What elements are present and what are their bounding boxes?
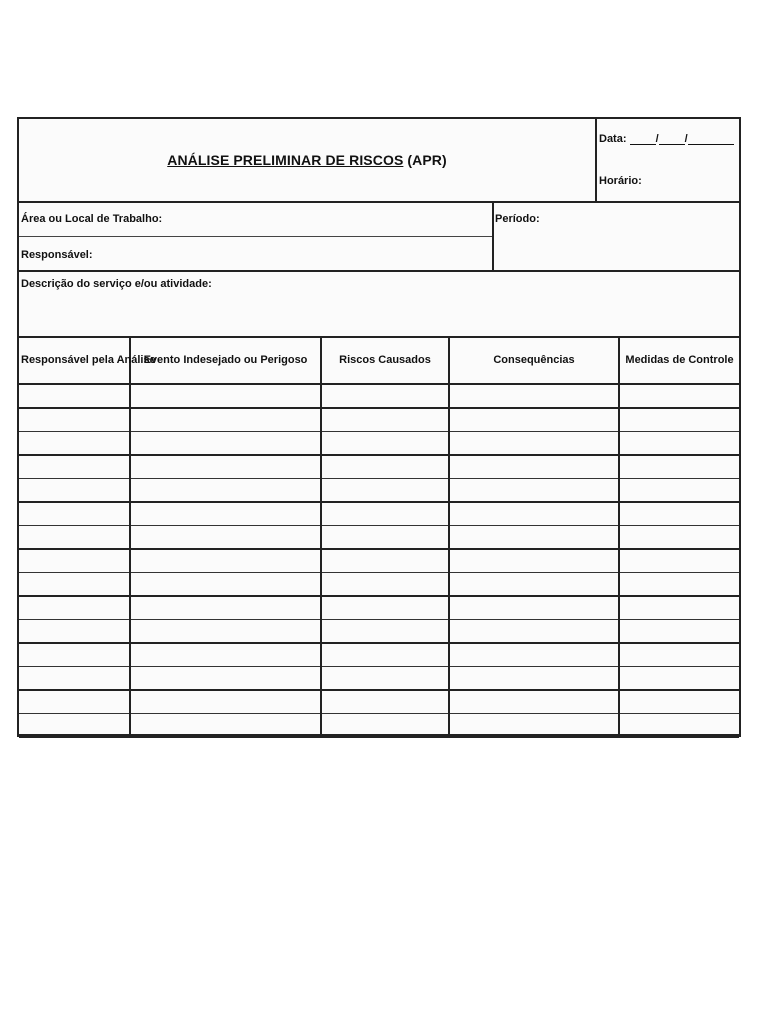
table-cell[interactable] <box>19 667 130 691</box>
table-cell[interactable] <box>449 620 619 644</box>
table-row <box>19 455 739 479</box>
table-cell[interactable] <box>619 620 739 644</box>
table-cell[interactable] <box>449 573 619 597</box>
table-cell[interactable] <box>449 479 619 503</box>
table-cell[interactable] <box>321 455 449 479</box>
table-cell[interactable] <box>321 384 449 408</box>
table-cell[interactable] <box>449 549 619 573</box>
table-cell[interactable] <box>19 643 130 667</box>
table-cell[interactable] <box>130 408 321 432</box>
table-cell[interactable] <box>619 479 739 503</box>
table-cell[interactable] <box>19 526 130 550</box>
period-divider <box>492 203 494 271</box>
table-row <box>19 596 739 620</box>
title-cell <box>19 119 597 201</box>
table-cell[interactable] <box>321 549 449 573</box>
table-row <box>19 620 739 644</box>
table-cell[interactable] <box>619 667 739 691</box>
table-cell[interactable] <box>321 408 449 432</box>
table-cell[interactable] <box>19 620 130 644</box>
table-row <box>19 667 739 691</box>
table-cell[interactable] <box>19 714 130 738</box>
title-main: ANÁLISE PRELIMINAR DE RISCOS <box>167 152 404 168</box>
table-row <box>19 479 739 503</box>
table-cell[interactable] <box>619 643 739 667</box>
table-row <box>19 408 739 432</box>
table-cell[interactable] <box>321 432 449 456</box>
table-cell[interactable] <box>321 667 449 691</box>
table-cell[interactable] <box>130 643 321 667</box>
apr-form <box>17 117 741 737</box>
table-cell[interactable] <box>19 432 130 456</box>
table-cell[interactable] <box>130 667 321 691</box>
table-cell[interactable] <box>130 432 321 456</box>
date-separator-2: / <box>684 133 688 145</box>
header-responsible-analysis: Responsável pela Análise <box>19 337 130 384</box>
table-row <box>19 714 739 738</box>
table-cell[interactable] <box>449 714 619 738</box>
table-cell[interactable] <box>130 479 321 503</box>
table-cell[interactable] <box>321 643 449 667</box>
table-cell[interactable] <box>619 432 739 456</box>
table-header-row <box>19 337 739 384</box>
period-label: Período: <box>495 213 540 225</box>
table-cell[interactable] <box>130 620 321 644</box>
table-cell[interactable] <box>321 596 449 620</box>
header-control-measures: Medidas de Controle <box>619 337 739 384</box>
table-row <box>19 690 739 714</box>
page-title <box>167 152 447 168</box>
date-year-blank[interactable] <box>688 134 734 145</box>
date-separator-1: / <box>655 133 659 145</box>
table-cell[interactable] <box>130 502 321 526</box>
table-body <box>19 384 739 737</box>
table-row <box>19 573 739 597</box>
area-label: Área ou Local de Trabalho: <box>21 213 163 225</box>
table-cell[interactable] <box>130 573 321 597</box>
table-cell[interactable] <box>449 384 619 408</box>
info-divider <box>19 270 739 272</box>
table-cell[interactable] <box>449 667 619 691</box>
table-cell[interactable] <box>321 526 449 550</box>
table-cell[interactable] <box>130 596 321 620</box>
table-cell[interactable] <box>19 455 130 479</box>
table-cell[interactable] <box>449 526 619 550</box>
date-label: Data: <box>599 133 627 145</box>
table-cell[interactable] <box>19 549 130 573</box>
table-row <box>19 384 739 408</box>
table-cell[interactable] <box>130 455 321 479</box>
table-cell[interactable] <box>449 455 619 479</box>
risk-table <box>19 337 739 738</box>
table-row <box>19 502 739 526</box>
header-caused-risks: Riscos Causados <box>321 337 449 384</box>
date-field[interactable] <box>599 133 734 145</box>
table-cell[interactable] <box>619 573 739 597</box>
table-cell[interactable] <box>130 690 321 714</box>
header-consequences: Consequências <box>449 337 619 384</box>
date-day-blank[interactable] <box>630 134 656 145</box>
title-suffix: (APR) <box>403 152 447 168</box>
header-undesired-event: Evento Indesejado ou Perigoso <box>130 337 321 384</box>
table-cell[interactable] <box>449 643 619 667</box>
table-cell[interactable] <box>130 714 321 738</box>
table-cell[interactable] <box>19 502 130 526</box>
table-cell[interactable] <box>19 384 130 408</box>
table-cell[interactable] <box>619 596 739 620</box>
table-row <box>19 526 739 550</box>
table-row <box>19 549 739 573</box>
table-cell[interactable] <box>130 549 321 573</box>
table-row <box>19 643 739 667</box>
date-cell <box>597 119 739 201</box>
table-cell[interactable] <box>321 479 449 503</box>
description-label: Descrição do serviço e/ou atividade: <box>21 278 212 290</box>
table-cell[interactable] <box>321 573 449 597</box>
table-cell[interactable] <box>619 502 739 526</box>
table-cell[interactable] <box>619 384 739 408</box>
responsible-label: Responsável: <box>21 249 93 261</box>
table-cell[interactable] <box>321 620 449 644</box>
table-cell[interactable] <box>449 502 619 526</box>
table-cell[interactable] <box>130 384 321 408</box>
table-cell[interactable] <box>321 502 449 526</box>
table-cell[interactable] <box>19 573 130 597</box>
table-cell[interactable] <box>449 408 619 432</box>
table-cell[interactable] <box>321 690 449 714</box>
table-cell[interactable] <box>19 479 130 503</box>
table-cell[interactable] <box>19 690 130 714</box>
date-month-blank[interactable] <box>659 134 685 145</box>
table-cell[interactable] <box>449 432 619 456</box>
table-cell[interactable] <box>619 455 739 479</box>
table-cell[interactable] <box>619 549 739 573</box>
table-cell[interactable] <box>19 596 130 620</box>
table-row <box>19 432 739 456</box>
table-cell[interactable] <box>19 408 130 432</box>
header-divider <box>19 201 739 203</box>
table-cell[interactable] <box>619 526 739 550</box>
table-cell[interactable] <box>619 714 739 738</box>
area-divider <box>19 236 492 237</box>
table-cell[interactable] <box>130 526 321 550</box>
table-cell[interactable] <box>619 690 739 714</box>
table-cell[interactable] <box>449 690 619 714</box>
table-cell[interactable] <box>619 408 739 432</box>
table-cell[interactable] <box>449 596 619 620</box>
hour-label: Horário: <box>599 175 642 187</box>
table-cell[interactable] <box>321 714 449 738</box>
